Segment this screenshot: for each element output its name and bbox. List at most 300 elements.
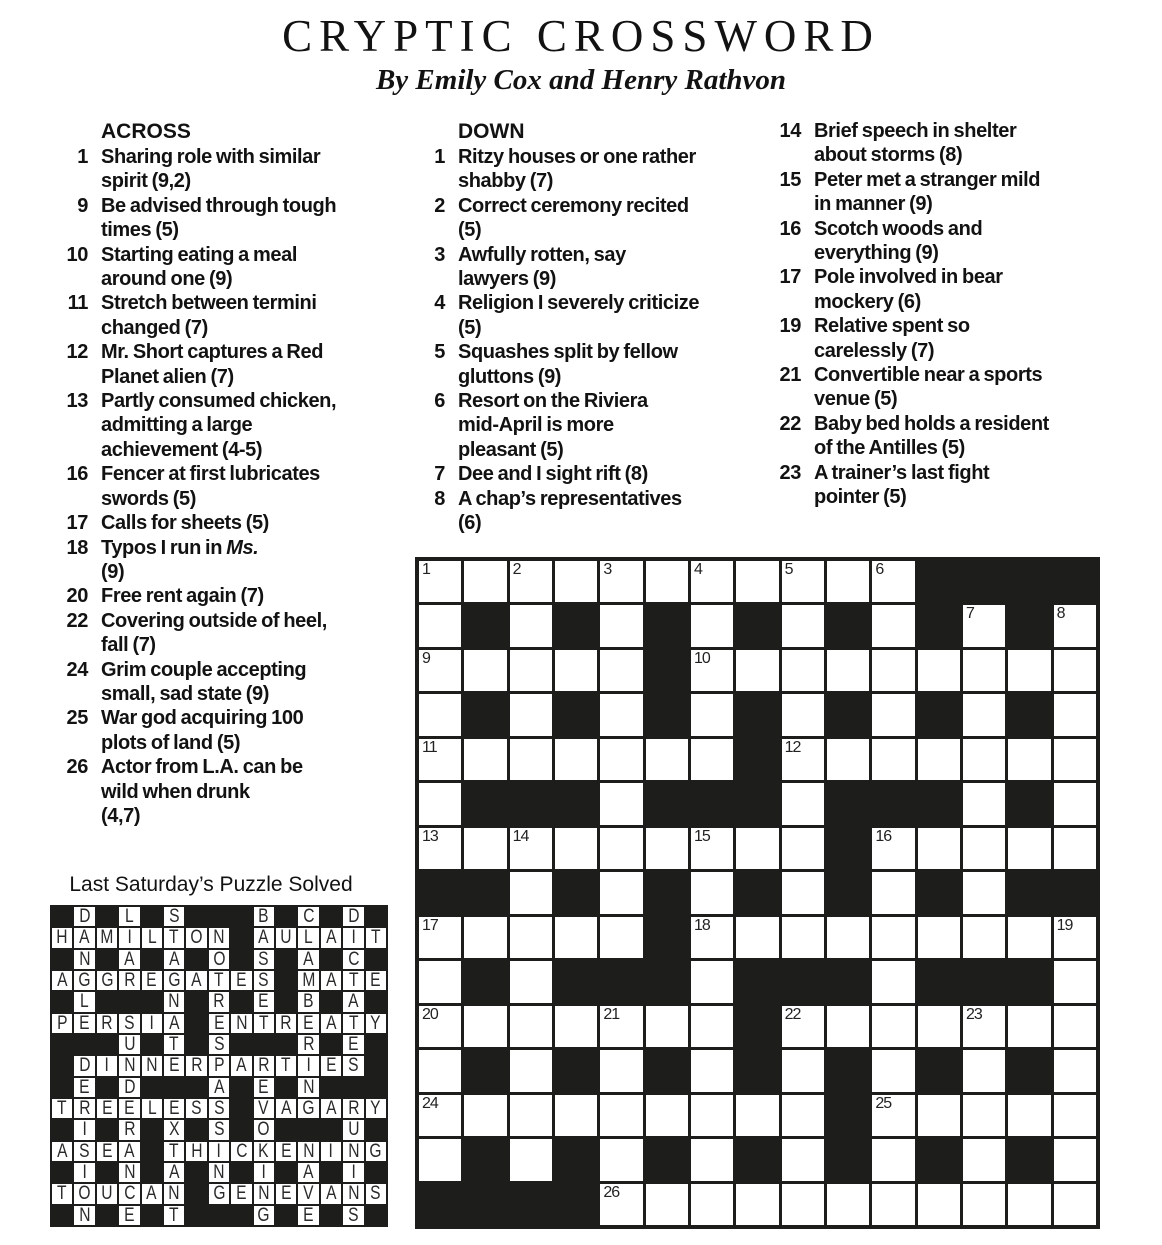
grid-cell-black <box>464 783 506 824</box>
solved-letter: E <box>370 971 381 991</box>
grid-cell-white[interactable] <box>782 1050 824 1091</box>
solved-cell-letter <box>97 1184 117 1203</box>
grid-cell-white[interactable] <box>782 694 824 735</box>
grid-cell-white[interactable] <box>691 650 733 691</box>
solved-cell-letter <box>74 928 94 947</box>
grid-cell-white[interactable] <box>555 650 597 691</box>
grid-cell-white[interactable] <box>827 650 869 691</box>
clue-text: Religion I severely criticize (5) <box>458 292 700 339</box>
solved-letter: B <box>303 992 314 1012</box>
grid-cell-white[interactable] <box>782 739 824 780</box>
grid-cell-white[interactable] <box>646 1095 688 1136</box>
grid-cell-white[interactable] <box>419 917 461 958</box>
clue-number: 20 <box>66 585 88 608</box>
grid-cell-white[interactable] <box>691 1139 733 1180</box>
grid-cell-white[interactable] <box>1054 783 1096 824</box>
solved-cell-letter <box>52 1099 72 1118</box>
grid-cell-white[interactable] <box>1008 1184 1050 1225</box>
solved-letter: E <box>325 1056 337 1076</box>
grid-cell-white[interactable] <box>1054 917 1096 958</box>
clue-number: 7 <box>434 463 445 486</box>
across-clue-list <box>55 119 380 828</box>
grid-cell-white[interactable] <box>963 1006 1005 1047</box>
grid-cell-white[interactable] <box>600 1006 642 1047</box>
grid-cell-white[interactable] <box>691 1184 733 1225</box>
grid-cell-white[interactable] <box>600 650 642 691</box>
grid-cell-white[interactable] <box>600 783 642 824</box>
grid-cell-white[interactable] <box>827 739 869 780</box>
grid-cell-white[interactable] <box>600 739 642 780</box>
grid-cell-white[interactable] <box>918 1184 960 1225</box>
grid-cell-black <box>736 605 778 646</box>
clue-number: 19 <box>779 315 801 338</box>
grid-cell-white[interactable] <box>600 694 642 735</box>
solved-cell-letter <box>276 1142 296 1161</box>
clue-number: 17 <box>66 512 88 535</box>
solved-letter: E <box>303 1205 314 1225</box>
grid-cell-white[interactable] <box>963 650 1005 691</box>
clue-text: Partly consumed chicken, admitting a large achievement (4-5) <box>101 390 337 461</box>
grid-cell-white[interactable] <box>1008 1006 1050 1047</box>
grid-cell-white[interactable] <box>963 1050 1005 1091</box>
grid-cell-white[interactable] <box>782 1184 824 1225</box>
grid-cell-white[interactable] <box>510 828 552 869</box>
grid-cell-white[interactable] <box>963 1095 1005 1136</box>
grid-cell-white[interactable] <box>464 917 506 958</box>
grid-cell-white[interactable] <box>1008 828 1050 869</box>
grid-cell-white[interactable] <box>464 739 506 780</box>
solved-cell-letter <box>164 971 184 990</box>
grid-cell-white[interactable] <box>918 650 960 691</box>
grid-cell-number: 18 <box>693 916 710 934</box>
grid-cell-white[interactable] <box>419 739 461 780</box>
grid-cell-white[interactable] <box>1054 694 1096 735</box>
grid-cell-white[interactable] <box>1054 1050 1096 1091</box>
grid-cell-white[interactable] <box>419 828 461 869</box>
grid-cell-number: 22 <box>784 1005 801 1023</box>
grid-cell-white[interactable] <box>872 917 914 958</box>
solved-letter: R <box>190 1056 203 1076</box>
grid-cell-white[interactable] <box>464 828 506 869</box>
grid-cell-white[interactable] <box>691 694 733 735</box>
solved-cell-black <box>142 1142 162 1161</box>
solved-letter: M <box>100 928 114 948</box>
solved-letter: V <box>303 1184 314 1204</box>
grid-cell-white[interactable] <box>963 828 1005 869</box>
grid-cell-white[interactable] <box>600 1095 642 1136</box>
clue-text: Starting eating a meal around one (9) <box>101 243 298 291</box>
grid-cell-white[interactable] <box>872 872 914 913</box>
grid-cell-white[interactable] <box>464 650 506 691</box>
grid-cell-white[interactable] <box>827 917 869 958</box>
grid-cell-white[interactable] <box>510 961 552 1002</box>
grid-cell-white[interactable] <box>464 1006 506 1047</box>
grid-cell-black <box>464 1050 506 1091</box>
grid-cell-number: 25 <box>875 1094 892 1112</box>
grid-cell-white[interactable] <box>918 739 960 780</box>
solved-cell-letter <box>343 1142 363 1161</box>
grid-cell-black <box>646 605 688 646</box>
solved-cell-letter <box>254 1206 274 1225</box>
solved-cell-letter <box>119 907 139 926</box>
grid-cell-black <box>555 1050 597 1091</box>
solved-letter: E <box>124 1099 135 1119</box>
grid-cell-white[interactable] <box>1054 1184 1096 1225</box>
solved-letter: N <box>213 1163 225 1183</box>
grid-cell-white[interactable] <box>691 872 733 913</box>
solved-letter: N <box>168 1184 180 1204</box>
solved-letter: L <box>80 992 89 1012</box>
grid-cell-white[interactable] <box>419 1095 461 1136</box>
solved-cell-black <box>366 1056 386 1075</box>
grid-cell-white[interactable] <box>918 1006 960 1047</box>
grid-cell-white[interactable] <box>555 1095 597 1136</box>
solved-letter: N <box>168 992 180 1012</box>
solved-cell-letter <box>321 1142 341 1161</box>
grid-cell-white[interactable] <box>691 1050 733 1091</box>
solved-cell-letter <box>142 1099 162 1118</box>
grid-cell-white[interactable] <box>872 1095 914 1136</box>
grid-cell-white[interactable] <box>600 561 642 602</box>
solved-cell-black <box>276 1206 296 1225</box>
solved-cell-black <box>366 907 386 926</box>
grid-cell-white[interactable] <box>963 1184 1005 1225</box>
grid-cell-white[interactable] <box>918 1095 960 1136</box>
clue-item <box>412 243 742 292</box>
grid-cell-white[interactable] <box>872 1006 914 1047</box>
grid-cell-white[interactable] <box>1008 917 1050 958</box>
grid-cell-white[interactable] <box>691 561 733 602</box>
solved-cell-letter <box>276 1056 296 1075</box>
solved-cell-black <box>231 950 251 969</box>
grid-cell-white[interactable] <box>510 739 552 780</box>
grid-cell-white[interactable] <box>782 561 824 602</box>
grid-cell-number: 16 <box>875 827 892 845</box>
solved-cell-black <box>186 1206 206 1225</box>
grid-cell-white[interactable] <box>600 605 642 646</box>
grid-cell-white[interactable] <box>872 1139 914 1180</box>
grid-cell-white[interactable] <box>872 561 914 602</box>
grid-cell-white[interactable] <box>1054 1139 1096 1180</box>
grid-cell-white[interactable] <box>510 872 552 913</box>
solved-cell-letter <box>276 1184 296 1203</box>
grid-cell-white[interactable] <box>646 1006 688 1047</box>
solved-letter: E <box>213 1013 225 1033</box>
clue-text: Fencer at first lubricates swords (5) <box>101 463 320 510</box>
solved-cell-letter <box>97 1056 117 1075</box>
grid-cell-white[interactable] <box>782 605 824 646</box>
solved-letter: U <box>123 1035 136 1055</box>
clue-number: 12 <box>66 341 88 364</box>
clue-number: 21 <box>779 364 801 387</box>
solved-letter: C <box>123 1184 136 1204</box>
grid-cell-number: 14 <box>512 827 529 845</box>
clue-item <box>55 291 380 340</box>
grid-cell-white[interactable] <box>872 694 914 735</box>
solved-letter: E <box>348 1035 359 1055</box>
grid-cell-white[interactable] <box>1054 650 1096 691</box>
grid-cell-number: 4 <box>693 561 702 578</box>
grid-cell-white[interactable] <box>419 783 461 824</box>
solved-cell-black <box>231 1078 251 1097</box>
grid-cell-white[interactable] <box>872 605 914 646</box>
solved-cell-black <box>186 1120 206 1139</box>
solved-cell-black <box>74 1035 94 1054</box>
grid-cell-white[interactable] <box>419 1139 461 1180</box>
grid-cell-white[interactable] <box>555 561 597 602</box>
grid-cell-number: 21 <box>603 1005 620 1023</box>
grid-cell-white[interactable] <box>510 1095 552 1136</box>
grid-cell-white[interactable] <box>1008 650 1050 691</box>
solved-letter: A <box>280 1099 292 1119</box>
clue-item <box>768 168 1104 217</box>
clue-text: Actor from L.A. can be wild when drunk (4,7) <box>101 756 303 827</box>
grid-cell-white[interactable] <box>600 917 642 958</box>
grid-cell-white[interactable] <box>1054 828 1096 869</box>
grid-cell-white[interactable] <box>510 1050 552 1091</box>
grid-cell-white[interactable] <box>782 783 824 824</box>
solved-cell-letter <box>231 1184 251 1203</box>
solved-cell-black <box>231 907 251 926</box>
grid-cell-white[interactable] <box>1054 961 1096 1002</box>
solved-cell-letter <box>74 1163 94 1182</box>
grid-cell-white[interactable] <box>872 739 914 780</box>
grid-cell-white[interactable] <box>419 961 461 1002</box>
grid-cell-black <box>555 1139 597 1180</box>
grid-cell-white[interactable] <box>872 961 914 1002</box>
solved-cell-letter <box>321 928 341 947</box>
grid-cell-white[interactable] <box>963 1139 1005 1180</box>
grid-cell-white[interactable] <box>419 605 461 646</box>
grid-cell-white[interactable] <box>918 917 960 958</box>
grid-cell-white[interactable] <box>555 1006 597 1047</box>
solved-letter: E <box>236 1184 247 1204</box>
clue-item <box>768 217 1104 266</box>
solved-cell-letter <box>298 992 318 1011</box>
grid-cell-white[interactable] <box>646 739 688 780</box>
grid-cell-white[interactable] <box>736 917 778 958</box>
solved-cell-black <box>164 1078 184 1097</box>
solved-cell-black <box>142 1035 162 1054</box>
solved-cell-letter <box>209 1163 229 1182</box>
grid-cell-black <box>646 917 688 958</box>
solved-cell-letter <box>343 928 363 947</box>
solved-letter: R <box>347 1099 360 1119</box>
clue-number: 16 <box>779 217 801 240</box>
solved-cell-letter <box>254 1014 274 1033</box>
solved-cell-letter <box>298 950 318 969</box>
solved-letter: O <box>257 1120 270 1140</box>
grid-cell-black <box>646 1050 688 1091</box>
solved-cell-black <box>276 907 296 926</box>
grid-cell-white[interactable] <box>600 828 642 869</box>
grid-cell-white[interactable] <box>646 828 688 869</box>
grid-cell-white[interactable] <box>782 1006 824 1047</box>
solved-cell-black <box>52 992 72 1011</box>
grid-cell-white[interactable] <box>691 828 733 869</box>
solved-letter: I <box>216 1141 222 1161</box>
grid-cell-white[interactable] <box>600 1184 642 1225</box>
solved-puzzle-grid <box>50 905 388 1227</box>
grid-cell-white[interactable] <box>691 917 733 958</box>
grid-cell-white[interactable] <box>872 1184 914 1225</box>
grid-cell-white[interactable] <box>782 872 824 913</box>
solved-cell-letter <box>164 907 184 926</box>
grid-cell-white[interactable] <box>963 872 1005 913</box>
grid-cell-white[interactable] <box>736 561 778 602</box>
solved-cell-black <box>276 1078 296 1097</box>
grid-cell-white[interactable] <box>510 694 552 735</box>
grid-cell-white[interactable] <box>872 828 914 869</box>
solved-cell-black <box>321 1035 341 1054</box>
grid-cell-white[interactable] <box>510 650 552 691</box>
grid-cell-white[interactable] <box>963 917 1005 958</box>
down-header: DOWN <box>458 120 525 143</box>
solved-cell-letter <box>254 1056 274 1075</box>
solved-letter: A <box>168 1163 180 1183</box>
solved-cell-black <box>142 992 162 1011</box>
solved-cell-black <box>97 1163 117 1182</box>
grid-cell-white[interactable] <box>510 917 552 958</box>
solved-cell-letter <box>366 1142 386 1161</box>
clue-item <box>55 243 380 292</box>
grid-cell-white[interactable] <box>464 1095 506 1136</box>
solved-cell-letter <box>254 1142 274 1161</box>
solved-cell-black <box>276 992 296 1011</box>
grid-cell-white[interactable] <box>510 561 552 602</box>
solved-letter: O <box>190 928 203 948</box>
solved-cell-letter <box>298 1099 318 1118</box>
grid-cell-white[interactable] <box>963 694 1005 735</box>
grid-cell-white[interactable] <box>555 739 597 780</box>
solved-cell-black <box>321 950 341 969</box>
down-clue-list <box>412 119 742 536</box>
grid-cell-white[interactable] <box>691 739 733 780</box>
grid-cell-white[interactable] <box>963 783 1005 824</box>
grid-cell-white[interactable] <box>782 650 824 691</box>
grid-cell-white[interactable] <box>510 1139 552 1180</box>
solved-letter: H <box>190 1141 203 1161</box>
solved-cell-letter <box>119 950 139 969</box>
grid-cell-white[interactable] <box>691 961 733 1002</box>
grid-cell-white[interactable] <box>827 1184 869 1225</box>
solved-letter: O <box>212 949 226 969</box>
grid-cell-white[interactable] <box>782 1139 824 1180</box>
grid-cell-white[interactable] <box>918 828 960 869</box>
solved-letter: A <box>213 1077 225 1097</box>
solved-letter: E <box>101 1099 113 1119</box>
solved-cell-letter <box>97 1142 117 1161</box>
grid-cell-white[interactable] <box>691 1006 733 1047</box>
solved-cell-black <box>366 992 386 1011</box>
solved-cell-letter <box>254 1184 274 1203</box>
clue-number: 15 <box>779 168 801 191</box>
solved-letter: O <box>78 1184 91 1204</box>
solved-letter: N <box>78 949 91 969</box>
grid-cell-white[interactable] <box>555 828 597 869</box>
grid-cell-white[interactable] <box>691 605 733 646</box>
grid-cell-white[interactable] <box>1008 739 1050 780</box>
solved-cell-black <box>97 992 117 1011</box>
grid-cell-white[interactable] <box>419 561 461 602</box>
grid-cell-white[interactable] <box>419 1006 461 1047</box>
grid-cell-black <box>918 1139 960 1180</box>
grid-cell-white[interactable] <box>872 1050 914 1091</box>
solved-cell-letter <box>298 1206 318 1225</box>
solved-letter: G <box>78 971 91 991</box>
grid-cell-white[interactable] <box>736 1095 778 1136</box>
solved-cell-letter <box>209 1099 229 1118</box>
grid-cell-white[interactable] <box>1054 1006 1096 1047</box>
grid-cell-white[interactable] <box>555 917 597 958</box>
grid-cell-white[interactable] <box>419 1050 461 1091</box>
solved-letter: P <box>56 1013 68 1033</box>
solved-cell-black <box>231 928 251 947</box>
solved-cell-letter <box>186 928 206 947</box>
grid-cell-white[interactable] <box>600 1050 642 1091</box>
grid-cell-white[interactable] <box>827 1006 869 1047</box>
solved-cell-letter <box>142 1056 162 1075</box>
grid-cell-white[interactable] <box>600 872 642 913</box>
grid-cell-black <box>464 605 506 646</box>
solved-cell-letter <box>164 1120 184 1139</box>
grid-cell-white[interactable] <box>736 828 778 869</box>
solved-letter: T <box>214 971 224 991</box>
solved-cell-letter <box>231 971 251 990</box>
solved-cell-letter <box>343 907 363 926</box>
grid-cell-white[interactable] <box>782 1095 824 1136</box>
solved-letter: L <box>147 1099 157 1119</box>
solved-letter: N <box>347 1184 360 1204</box>
clue-text: Grim couple accepting small, sad state (9) <box>101 658 307 705</box>
grid-cell-white[interactable] <box>646 1184 688 1225</box>
grid-cell-white[interactable] <box>510 605 552 646</box>
grid-cell-white[interactable] <box>419 650 461 691</box>
grid-cell-white[interactable] <box>419 694 461 735</box>
solved-cell-black <box>142 1163 162 1182</box>
grid-cell-white[interactable] <box>1054 739 1096 780</box>
grid-cell-white[interactable] <box>963 739 1005 780</box>
solved-cell-black <box>97 1035 117 1054</box>
grid-cell-white[interactable] <box>1054 605 1096 646</box>
grid-cell-number: 26 <box>603 1183 620 1201</box>
grid-cell-white[interactable] <box>510 1006 552 1047</box>
grid-cell-white[interactable] <box>963 605 1005 646</box>
solved-letter: E <box>79 1077 90 1097</box>
solved-letter: P <box>213 1056 225 1076</box>
clue-item <box>55 145 380 194</box>
grid-cell-white[interactable] <box>782 917 824 958</box>
grid-cell-white[interactable] <box>827 561 869 602</box>
grid-cell-white[interactable] <box>1054 1095 1096 1136</box>
solved-cell-letter <box>52 928 72 947</box>
grid-cell-white[interactable] <box>600 1139 642 1180</box>
solved-letter: S <box>168 907 180 927</box>
grid-cell-white[interactable] <box>646 561 688 602</box>
grid-cell-white[interactable] <box>1008 1095 1050 1136</box>
solved-cell-letter <box>52 1142 72 1161</box>
grid-cell-white[interactable] <box>736 650 778 691</box>
grid-cell-white[interactable] <box>691 1095 733 1136</box>
grid-cell-white[interactable] <box>736 1184 778 1225</box>
solved-cell-letter <box>164 1056 184 1075</box>
solved-letter: R <box>101 1013 113 1033</box>
grid-cell-white[interactable] <box>872 650 914 691</box>
grid-cell-white[interactable] <box>782 828 824 869</box>
clue-text: Stretch between termini changed (7) <box>101 292 317 339</box>
grid-cell-white[interactable] <box>464 561 506 602</box>
solved-cell-letter <box>119 1142 139 1161</box>
